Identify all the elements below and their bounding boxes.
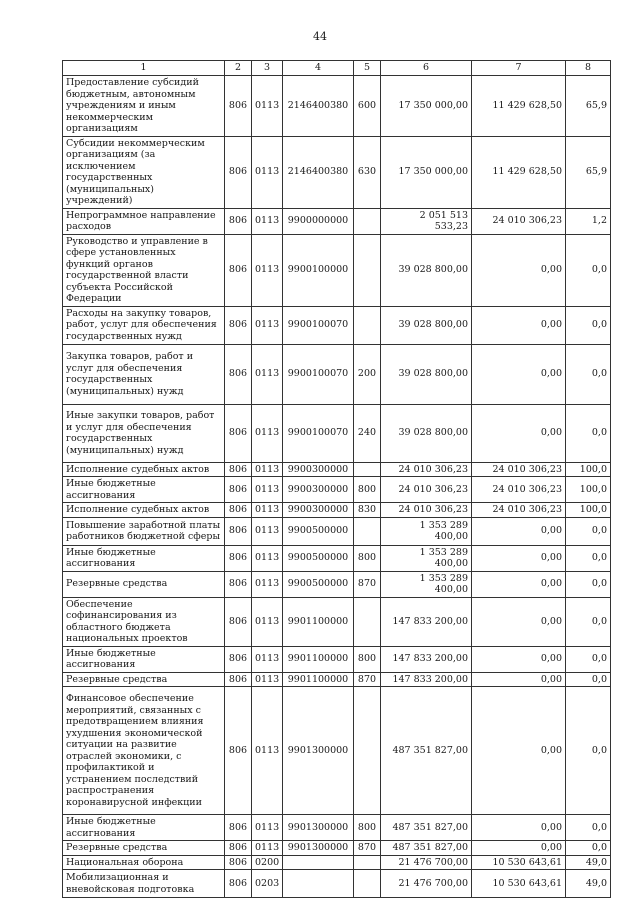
cell-description: Иные бюджетные ассигнования xyxy=(63,545,225,571)
budget-table xyxy=(62,60,611,898)
cell-admin-code: 806 xyxy=(225,545,252,571)
table-row xyxy=(63,517,611,545)
cell-planned-amount: 21 476 700,00 xyxy=(381,855,472,870)
cell-section: 0113 xyxy=(252,597,283,646)
cell-admin-code: 806 xyxy=(225,672,252,687)
cell-target-article: 9900300000 xyxy=(283,503,354,518)
cell-description: Иные бюджетные ассигнования xyxy=(63,477,225,503)
cell-expense-type xyxy=(354,870,381,898)
cell-expense-type: 870 xyxy=(354,672,381,687)
cell-admin-code: 806 xyxy=(225,234,252,306)
cell-planned-amount: 21 476 700,00 xyxy=(381,870,472,898)
table-row xyxy=(63,855,611,870)
cell-planned-amount: 1 353 289 400,00 xyxy=(381,571,472,597)
cell-planned-amount: 147 833 200,00 xyxy=(381,672,472,687)
cell-description: Субсидии некоммерческим организациям (за исключением государственных (муниципальных) учреждений) xyxy=(63,136,225,208)
cell-admin-code: 806 xyxy=(225,841,252,856)
cell-executed-amount: 0,00 xyxy=(472,344,566,404)
cell-description: Иные закупки товаров, работ и услуг для обеспечения государственных (муниципальных) нужд xyxy=(63,404,225,462)
cell-executed-amount: 0,00 xyxy=(472,545,566,571)
cell-section: 0113 xyxy=(252,76,283,137)
cell-planned-amount: 39 028 800,00 xyxy=(381,234,472,306)
cell-target-article: 9900300000 xyxy=(283,477,354,503)
cell-section: 0113 xyxy=(252,344,283,404)
cell-section: 0113 xyxy=(252,306,283,344)
cell-execution-percent: 0,0 xyxy=(566,545,611,571)
cell-expense-type xyxy=(354,855,381,870)
cell-description: Исполнение судебных актов xyxy=(63,462,225,477)
cell-expense-type xyxy=(354,208,381,234)
cell-execution-percent: 0,0 xyxy=(566,687,611,815)
cell-target-article: 2146400380 xyxy=(283,76,354,137)
cell-executed-amount: 24 010 306,23 xyxy=(472,208,566,234)
table-row xyxy=(63,672,611,687)
table-row xyxy=(63,477,611,503)
cell-target-article: 9900500000 xyxy=(283,571,354,597)
cell-expense-type: 870 xyxy=(354,841,381,856)
cell-section: 0113 xyxy=(252,208,283,234)
cell-target-article: 9901300000 xyxy=(283,815,354,841)
cell-executed-amount: 0,00 xyxy=(472,815,566,841)
page-number: 44 xyxy=(313,30,327,43)
cell-description: Резервные средства xyxy=(63,841,225,856)
cell-executed-amount: 0,00 xyxy=(472,404,566,462)
cell-admin-code: 806 xyxy=(225,136,252,208)
cell-description: Повышение заработной платы работников бюджетной сферы xyxy=(63,517,225,545)
cell-expense-type xyxy=(354,462,381,477)
cell-section: 0113 xyxy=(252,571,283,597)
cell-executed-amount: 11 429 628,50 xyxy=(472,76,566,137)
cell-execution-percent: 0,0 xyxy=(566,841,611,856)
cell-expense-type xyxy=(354,306,381,344)
cell-expense-type: 830 xyxy=(354,503,381,518)
table-row xyxy=(63,306,611,344)
cell-target-article: 2146400380 xyxy=(283,136,354,208)
table-row xyxy=(63,841,611,856)
cell-expense-type xyxy=(354,234,381,306)
cell-planned-amount: 2 051 513 533,23 xyxy=(381,208,472,234)
cell-target-article: 9901100000 xyxy=(283,672,354,687)
column-header-3: 3 xyxy=(252,61,283,76)
cell-planned-amount: 1 353 289 400,00 xyxy=(381,545,472,571)
cell-admin-code: 806 xyxy=(225,855,252,870)
table-row xyxy=(63,870,611,898)
cell-admin-code: 806 xyxy=(225,503,252,518)
cell-execution-percent: 0,0 xyxy=(566,571,611,597)
cell-expense-type: 630 xyxy=(354,136,381,208)
cell-execution-percent: 0,0 xyxy=(566,672,611,687)
cell-admin-code: 806 xyxy=(225,344,252,404)
cell-section: 0113 xyxy=(252,477,283,503)
cell-admin-code: 806 xyxy=(225,306,252,344)
cell-planned-amount: 487 351 827,00 xyxy=(381,687,472,815)
cell-description: Исполнение судебных актов xyxy=(63,503,225,518)
cell-section: 0113 xyxy=(252,646,283,672)
cell-execution-percent: 100,0 xyxy=(566,503,611,518)
cell-executed-amount: 10 530 643,61 xyxy=(472,855,566,870)
cell-executed-amount: 24 010 306,23 xyxy=(472,503,566,518)
cell-executed-amount: 0,00 xyxy=(472,687,566,815)
cell-description: Финансовое обеспечение мероприятий, связанных с предотвращением влияния ухудшения экономической ситуации на развитие отраслей экономики, с профилактикой и устранением последствий распространения коронавирусной инфекции xyxy=(63,687,225,815)
cell-executed-amount: 0,00 xyxy=(472,841,566,856)
cell-planned-amount: 487 351 827,00 xyxy=(381,841,472,856)
cell-admin-code: 806 xyxy=(225,462,252,477)
cell-description: Расходы на закупку товаров, работ, услуг для обеспечения государственных нужд xyxy=(63,306,225,344)
cell-admin-code: 806 xyxy=(225,646,252,672)
cell-section: 0113 xyxy=(252,136,283,208)
table-row xyxy=(63,503,611,518)
cell-description: Национальная оборона xyxy=(63,855,225,870)
cell-description: Закупка товаров, работ и услуг для обеспечения государственных (муниципальных) нужд xyxy=(63,344,225,404)
cell-section: 0200 xyxy=(252,855,283,870)
cell-execution-percent: 0,0 xyxy=(566,344,611,404)
cell-executed-amount: 0,00 xyxy=(472,597,566,646)
header-row xyxy=(63,61,611,76)
cell-target-article: 9901300000 xyxy=(283,687,354,815)
table-row xyxy=(63,234,611,306)
cell-expense-type: 200 xyxy=(354,344,381,404)
cell-executed-amount: 10 530 643,61 xyxy=(472,870,566,898)
cell-target-article: 9901300000 xyxy=(283,841,354,856)
column-header-5: 5 xyxy=(354,61,381,76)
cell-expense-type: 800 xyxy=(354,646,381,672)
cell-execution-percent: 49,0 xyxy=(566,855,611,870)
cell-admin-code: 806 xyxy=(225,404,252,462)
table-row xyxy=(63,545,611,571)
cell-executed-amount: 0,00 xyxy=(472,571,566,597)
cell-planned-amount: 24 010 306,23 xyxy=(381,477,472,503)
cell-expense-type xyxy=(354,687,381,815)
cell-target-article: 9900100070 xyxy=(283,404,354,462)
cell-planned-amount: 1 353 289 400,00 xyxy=(381,517,472,545)
cell-section: 0113 xyxy=(252,503,283,518)
cell-description: Резервные средства xyxy=(63,672,225,687)
cell-execution-percent: 0,0 xyxy=(566,517,611,545)
cell-executed-amount: 0,00 xyxy=(472,646,566,672)
cell-admin-code: 806 xyxy=(225,477,252,503)
cell-planned-amount: 24 010 306,23 xyxy=(381,462,472,477)
cell-target-article xyxy=(283,870,354,898)
cell-target-article: 9900100070 xyxy=(283,344,354,404)
cell-execution-percent: 100,0 xyxy=(566,477,611,503)
cell-section: 0203 xyxy=(252,870,283,898)
cell-target-article: 9900000000 xyxy=(283,208,354,234)
cell-execution-percent: 0,0 xyxy=(566,815,611,841)
cell-target-article: 9901100000 xyxy=(283,597,354,646)
cell-expense-type: 800 xyxy=(354,815,381,841)
cell-target-article: 9900500000 xyxy=(283,517,354,545)
cell-executed-amount: 0,00 xyxy=(472,672,566,687)
cell-admin-code: 806 xyxy=(225,870,252,898)
cell-executed-amount: 24 010 306,23 xyxy=(472,477,566,503)
cell-section: 0113 xyxy=(252,545,283,571)
cell-description: Иные бюджетные ассигнования xyxy=(63,646,225,672)
cell-section: 0113 xyxy=(252,687,283,815)
cell-execution-percent: 1,2 xyxy=(566,208,611,234)
cell-description: Резервные средства xyxy=(63,571,225,597)
cell-section: 0113 xyxy=(252,841,283,856)
cell-planned-amount: 17 350 000,00 xyxy=(381,136,472,208)
cell-execution-percent: 0,0 xyxy=(566,646,611,672)
cell-description: Мобилизационная и вневойсковая подготовка xyxy=(63,870,225,898)
cell-expense-type: 800 xyxy=(354,545,381,571)
cell-expense-type: 870 xyxy=(354,571,381,597)
column-header-7: 7 xyxy=(472,61,566,76)
cell-description: Непрограммное направление расходов xyxy=(63,208,225,234)
column-header-1: 1 xyxy=(63,61,225,76)
cell-planned-amount: 487 351 827,00 xyxy=(381,815,472,841)
cell-executed-amount: 24 010 306,23 xyxy=(472,462,566,477)
cell-execution-percent: 100,0 xyxy=(566,462,611,477)
cell-target-article: 9900100000 xyxy=(283,234,354,306)
cell-section: 0113 xyxy=(252,234,283,306)
cell-admin-code: 806 xyxy=(225,517,252,545)
cell-target-article: 9901100000 xyxy=(283,646,354,672)
cell-expense-type: 800 xyxy=(354,477,381,503)
cell-section: 0113 xyxy=(252,404,283,462)
cell-target-article: 9900300000 xyxy=(283,462,354,477)
cell-planned-amount: 39 028 800,00 xyxy=(381,306,472,344)
table-row xyxy=(63,597,611,646)
table-row xyxy=(63,462,611,477)
cell-planned-amount: 39 028 800,00 xyxy=(381,344,472,404)
cell-target-article: 9900100070 xyxy=(283,306,354,344)
cell-description: Руководство и управление в сфере установленных функций органов государственной власти субъекта Российской Федерации xyxy=(63,234,225,306)
cell-description: Обеспечение софинансирования из областного бюджета национальных проектов xyxy=(63,597,225,646)
cell-target-article xyxy=(283,855,354,870)
table-row xyxy=(63,646,611,672)
column-header-4: 4 xyxy=(283,61,354,76)
cell-admin-code: 806 xyxy=(225,571,252,597)
cell-execution-percent: 0,0 xyxy=(566,597,611,646)
table-row xyxy=(63,136,611,208)
cell-section: 0113 xyxy=(252,517,283,545)
cell-description: Иные бюджетные ассигнования xyxy=(63,815,225,841)
cell-planned-amount: 39 028 800,00 xyxy=(381,404,472,462)
cell-planned-amount: 24 010 306,23 xyxy=(381,503,472,518)
column-header-2: 2 xyxy=(225,61,252,76)
cell-target-article: 9900500000 xyxy=(283,545,354,571)
table-row xyxy=(63,815,611,841)
table-row xyxy=(63,344,611,404)
cell-admin-code: 806 xyxy=(225,208,252,234)
cell-expense-type xyxy=(354,597,381,646)
table-row xyxy=(63,571,611,597)
cell-section: 0113 xyxy=(252,815,283,841)
cell-admin-code: 806 xyxy=(225,76,252,137)
table-row xyxy=(63,76,611,137)
cell-executed-amount: 11 429 628,50 xyxy=(472,136,566,208)
cell-description: Предоставление субсидий бюджетным, автономным учреждениям и иным некоммерческим организациям xyxy=(63,76,225,137)
cell-section: 0113 xyxy=(252,672,283,687)
cell-execution-percent: 65,9 xyxy=(566,136,611,208)
table-row xyxy=(63,404,611,462)
cell-section: 0113 xyxy=(252,462,283,477)
cell-admin-code: 806 xyxy=(225,687,252,815)
column-header-6: 6 xyxy=(381,61,472,76)
cell-execution-percent: 0,0 xyxy=(566,234,611,306)
cell-execution-percent: 0,0 xyxy=(566,306,611,344)
cell-planned-amount: 147 833 200,00 xyxy=(381,646,472,672)
cell-expense-type: 240 xyxy=(354,404,381,462)
cell-execution-percent: 0,0 xyxy=(566,404,611,462)
cell-executed-amount: 0,00 xyxy=(472,234,566,306)
cell-executed-amount: 0,00 xyxy=(472,517,566,545)
cell-execution-percent: 49,0 xyxy=(566,870,611,898)
cell-expense-type xyxy=(354,517,381,545)
cell-planned-amount: 17 350 000,00 xyxy=(381,76,472,137)
cell-expense-type: 600 xyxy=(354,76,381,137)
column-header-8: 8 xyxy=(566,61,611,76)
cell-execution-percent: 65,9 xyxy=(566,76,611,137)
table-row xyxy=(63,208,611,234)
cell-executed-amount: 0,00 xyxy=(472,306,566,344)
cell-planned-amount: 147 833 200,00 xyxy=(381,597,472,646)
cell-admin-code: 806 xyxy=(225,597,252,646)
table-row xyxy=(63,687,611,815)
cell-admin-code: 806 xyxy=(225,815,252,841)
